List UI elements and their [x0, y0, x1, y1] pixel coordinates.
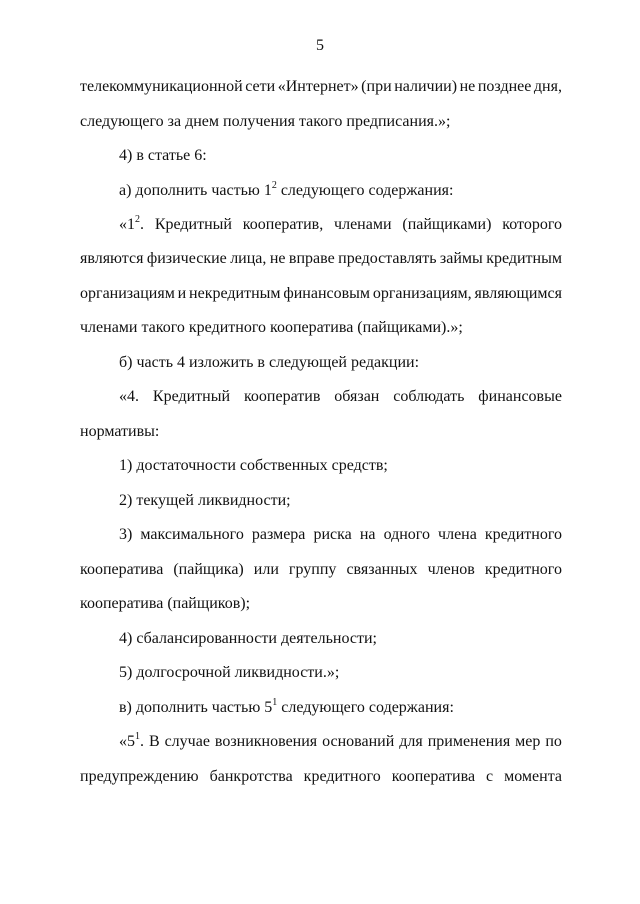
paragraph-3: [119, 181, 453, 201]
p4l1-word: кооператив,: [242, 216, 324, 233]
p6l1-word: соблюдать: [393, 388, 465, 405]
p4l2-word: лица,: [230, 250, 267, 267]
p1l1-word: телекоммуникационной: [80, 78, 243, 95]
paragraph-4-lead: «$1^2$.: [119, 214, 144, 233]
p13l1-word: применения: [427, 733, 511, 750]
p9l1-word: члена: [438, 526, 477, 543]
p13l1-word: случае: [164, 733, 210, 750]
p4l2-word: являются: [80, 250, 144, 267]
p1l1-word: не: [459, 78, 476, 95]
p6l1-word: финансовые: [478, 388, 562, 405]
p6l1-word: обязан: [334, 388, 380, 405]
p13l1-word: для: [399, 733, 423, 750]
p13l1-word: мер: [515, 733, 541, 750]
p9l2-word: связанных: [346, 561, 418, 578]
p9l1-word: кредитного: [484, 526, 562, 543]
paragraph-9-line-2: [80, 560, 562, 580]
paragraph-6-line-2: нормативы:: [80, 423, 160, 440]
p9l1-word: риска: [313, 526, 352, 543]
p4l3-word: организациям,: [372, 285, 472, 302]
p4l1-word: (пайщиками): [402, 216, 492, 233]
p13l2-word: предупреждению: [80, 768, 199, 785]
paragraph-12-superscript: 1: [272, 697, 278, 708]
p4l3-word: некредитным: [189, 285, 281, 302]
paragraph-3-text: а) дополнить частью 1: [119, 182, 272, 199]
p9l1-word: одного: [383, 526, 430, 543]
p9l2-word: группу: [288, 561, 337, 578]
paragraph-13-line-2: [80, 767, 562, 787]
paragraph-12: [119, 698, 454, 718]
paragraph-7: 1) достаточности собственных средств;: [119, 457, 388, 474]
paragraph-4-line-2: [80, 249, 562, 269]
p13l2-word: кооператива: [391, 768, 476, 785]
paragraph-3-superscript: 2: [271, 180, 277, 191]
p4l2-word: физические: [146, 250, 227, 267]
p9l2-word: кооператива: [80, 561, 164, 578]
p9l2-word: или: [253, 561, 279, 578]
paragraph-1-line-2: следующего за днем получения такого предписания.»;: [80, 113, 451, 130]
p9l1-word: на: [359, 526, 376, 543]
paragraph-13-line-1: [119, 732, 562, 752]
p4l2-word: вправе: [288, 250, 335, 267]
p6l1-word: «4.: [119, 388, 139, 405]
p13l1-word: по: [545, 733, 562, 750]
p6l1-word: Кредитный: [152, 388, 231, 405]
p1l1-word: (при: [361, 78, 392, 95]
p13l1-word: возникновения: [214, 733, 318, 750]
p4l2-word: кредитным: [486, 250, 562, 267]
p9l2-word: членов: [427, 561, 475, 578]
paragraph-3-tail: следующего содержания:: [276, 182, 454, 199]
p13l1-word: оснований: [322, 733, 395, 750]
paragraph-1-line-1: [80, 77, 562, 97]
p4l1-word: которого: [502, 216, 562, 233]
paragraph-10: 4) сбалансированности деятельности;: [119, 630, 377, 647]
p1l1-word: позднее: [477, 78, 532, 95]
paragraph-8: 2) текущей ликвидности;: [119, 492, 291, 509]
paragraph-12-tail: следующего содержания:: [277, 699, 454, 716]
p1l1-word: «Интернет»: [277, 78, 359, 95]
paragraph-13-lead: «$5^1$.: [119, 731, 144, 750]
p4l3-word: являющимся: [474, 285, 562, 302]
paragraph-9-line-1: [119, 525, 562, 545]
p4l2-word: не: [269, 250, 286, 267]
p9l1-word: размера: [251, 526, 306, 543]
p4l3-word: и: [177, 285, 187, 302]
p13l2-word: кредитного: [303, 768, 381, 785]
paragraph-5: б) часть 4 изложить в следующей редакции:: [119, 354, 420, 371]
p4l1-word: Кредитный: [154, 216, 232, 233]
p9l1-word: максимального: [140, 526, 244, 543]
p1l1-word: дня,: [533, 78, 562, 95]
p4l3-word: финансовым: [283, 285, 371, 302]
p13l2-word: момента: [504, 768, 562, 785]
paragraph-6-line-1: [119, 387, 562, 407]
p4l1-word: членами: [334, 216, 392, 233]
paragraph-4-line-3: [80, 284, 562, 304]
p13l2-word: с: [486, 768, 494, 785]
p9l2-word: (пайщика): [173, 561, 244, 578]
paragraph-9-line-3: кооператива (пайщиков);: [80, 595, 251, 612]
page-number: 5: [316, 37, 324, 54]
p4l2-word: займы: [439, 250, 483, 267]
p13l1-word: В: [148, 733, 160, 750]
p9l2-word: кредитного: [484, 561, 562, 578]
p13l2-word: банкротства: [209, 768, 293, 785]
p6l1-word: кооператив: [243, 388, 321, 405]
p9l1-word: 3): [119, 526, 133, 543]
paragraph-2: 4) в статье 6:: [119, 147, 207, 164]
paragraph-12-text: в) дополнить частью 5: [119, 699, 273, 716]
paragraph-11: 5) долгосрочной ликвидности.»;: [119, 664, 340, 681]
paragraph-4-line-1: [119, 215, 562, 235]
p4l2-word: предоставлять: [338, 250, 437, 267]
p1l1-word: сети: [245, 78, 276, 95]
paragraph-4-line-4: членами такого кредитного кооператива (пайщиками).»;: [80, 319, 463, 336]
p4l3-word: организациям: [80, 285, 175, 302]
p1l1-word: наличии): [394, 78, 458, 95]
